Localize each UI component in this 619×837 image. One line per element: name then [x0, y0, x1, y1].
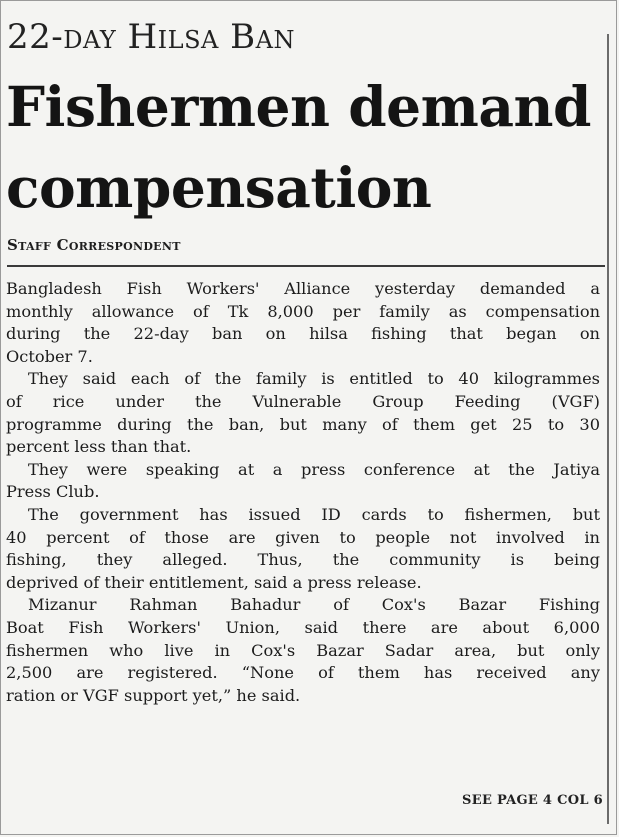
body-line: Press Club.	[6, 482, 100, 502]
body-line: monthly allowance of Tk 8,000 per family as compensation	[6, 301, 600, 321]
body-line: Bangladesh Fish Workers' Alliance yesterday demanded a	[6, 279, 600, 298]
body-line: They were speaking at a press conference at the Jatiya	[28, 459, 600, 479]
continuation-note: SEE PAGE 4 COL 6	[462, 793, 603, 808]
body-line: deprived of their entitlement, said a press release.	[6, 572, 422, 592]
body-line: fishing, they alleged. Thus, the community is being	[6, 550, 600, 570]
headline-line: Fishermen demand	[6, 74, 591, 139]
article-body	[6, 278, 600, 707]
byline: Staff Correspondent	[7, 236, 181, 254]
body-line: ration or VGF support yet,” he said.	[6, 685, 301, 705]
body-line: The government has issued ID cards to fishermen, but	[28, 504, 600, 524]
headline-line: compensation	[6, 155, 432, 220]
body-line: 2,500 are registered. “None of them has received any	[6, 663, 600, 683]
body-line: fishermen who live in Cox's Bazar Sadar area, but only	[6, 640, 600, 660]
body-line: October 7.	[6, 346, 93, 366]
headline	[6, 66, 606, 228]
byline-rule	[7, 265, 605, 267]
column-rule	[607, 34, 609, 824]
kicker: 22-day Hilsa Ban	[7, 17, 295, 57]
body-line: during the 22-day ban on hilsa fishing that began on	[6, 324, 600, 344]
body-line: 40 percent of those are given to people not involved in	[6, 527, 600, 547]
body-line: percent less than that.	[6, 437, 192, 457]
body-line: Mizanur Rahman Bahadur of Cox's Bazar Fishing	[28, 595, 600, 615]
body-line: Boat Fish Workers' Union, said there are about 6,000	[6, 617, 600, 637]
body-line: They said each of the family is entitled to 40 kilogrammes	[28, 369, 600, 389]
body-line: of rice under the Vulnerable Group Feeding (VGF)	[6, 391, 600, 411]
body-line: programme during the ban, but many of them get 25 to 30	[6, 414, 600, 434]
